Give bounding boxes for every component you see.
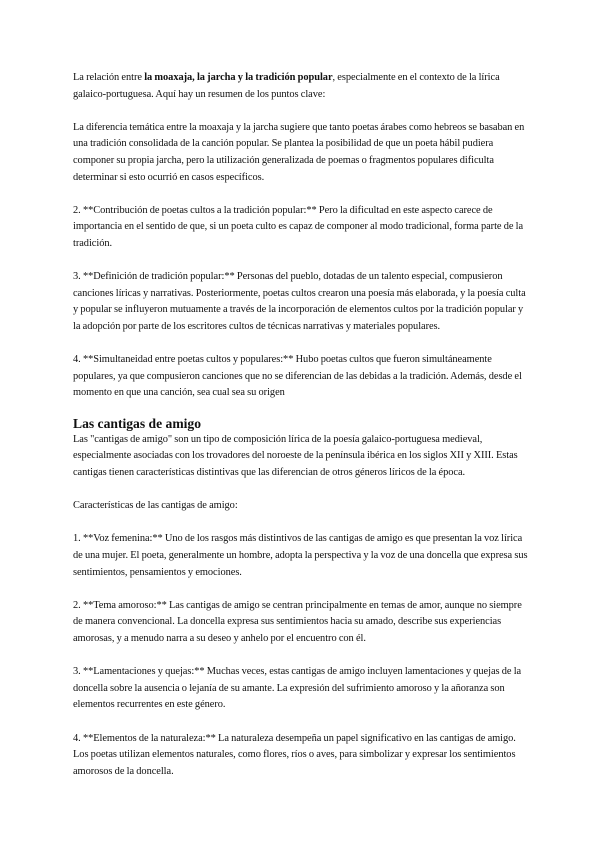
section2-list-title: Características de las cantigas de amigo: bbox=[73, 500, 238, 512]
section2-item-2: 2. **Tema amoroso:** Las cantigas de amigo se centran principalmente en temas de amor, aunque no siempre de manera convencional. La doncella expresa sus sentimientos hacia su amado, describe sus experiencias amorosas, y a menudo narra a su deseo y anhelo por el encuentro con él. bbox=[73, 599, 522, 644]
section2-intro: Las "cantigas de amigo" son un tipo de composición lírica de la poesía galaico-portuguesa medieval, especialmente asociadas con los trovadores del noroeste de la península ibérica en los siglos XII y XIII. Estas cantigas tienen características distintivas que las diferencian de otros géneros líricos de la época. bbox=[73, 433, 518, 479]
section2-item-4: 4. **Elementos de la naturaleza:** La naturaleza desempeña un papel significativo en las cantigas de amigo. Los poetas utilizan elementos naturales, como flores, ríos o aves, para simbolizar y expresar los sentimientos amorosos de la doncella. bbox=[73, 732, 516, 777]
section1-paragraph-3: 3. **Definición de tradición popular:** Personas del pueblo, dotadas de un talento especial, compusieron canciones líricas y narrativas. Posteriormente, poetas cultos crearon una poesía más elaborada, y la poesía culta y popular se influyeron mutuamente a través de la incorporación de elementos cultos por la tradición popular y la adopción por parte de los escritores cultos de técnicas narrativas y materiales populares. bbox=[73, 271, 526, 332]
section1-paragraph-1: La diferencia temática entre la moaxaja y la jarcha sugiere que tanto poetas árabes como hebreos se basaban en una tradición consolidada de la canción popular. Se plantea la posibilidad de que un poeta hábil pudiera componer su propia jarcha, pero la utilización generalizada de poemas o fragmentos populares dificulta determinar si esto ocurrió en casos específicos. bbox=[73, 121, 525, 183]
section1-paragraph-4: 4. **Simultaneidad entre poetas cultos y populares:** Hubo poetas cultos que fueron simultáneamente populares, ya que compusieron canciones que no se diferencian de las debidas a la tradición. Además, desde el momento en que una canción, sea cual sea su origen bbox=[73, 354, 522, 399]
section2-item-1: 1. **Voz femenina:** Uno de los rasgos más distintivos de las cantigas de amigo es que presentan la voz lírica de una mujer. El poeta, generalmente un hombre, adopta la perspectiva y la voz de una doncella que expresa sus sentimientos, pensamientos y emociones. bbox=[73, 533, 528, 578]
intro-bold-topic: la moaxaja, la jarcha y la tradición popular bbox=[144, 72, 333, 83]
intro-suffix: , especialmente en el contexto de la lírica galaico-portuguesa. Aquí hay un resumen de los puntos clave: bbox=[73, 72, 500, 100]
intro-prefix: La relación entre bbox=[73, 72, 145, 83]
section2-item-3: 3. **Lamentaciones y quejas:** Muchas veces, estas cantigas de amigo incluyen lamentaciones y quejas de la doncella sobre la ausencia o lejanía de su amante. La expresión del sufrimiento amoroso y la añoranza son elementos recurrentes en este género. bbox=[73, 666, 522, 711]
section1-paragraph-2: 2. **Contribución de poetas cultos a la tradición popular:** Pero la dificultad en este aspecto carece de importancia en el sentido de que, si un poeta culto es capaz de componer al modo tradicional, forma parte de la tradición. bbox=[73, 204, 524, 249]
intro-paragraph bbox=[73, 70, 530, 103]
section2-heading: Las cantigas de amigo bbox=[73, 415, 202, 431]
